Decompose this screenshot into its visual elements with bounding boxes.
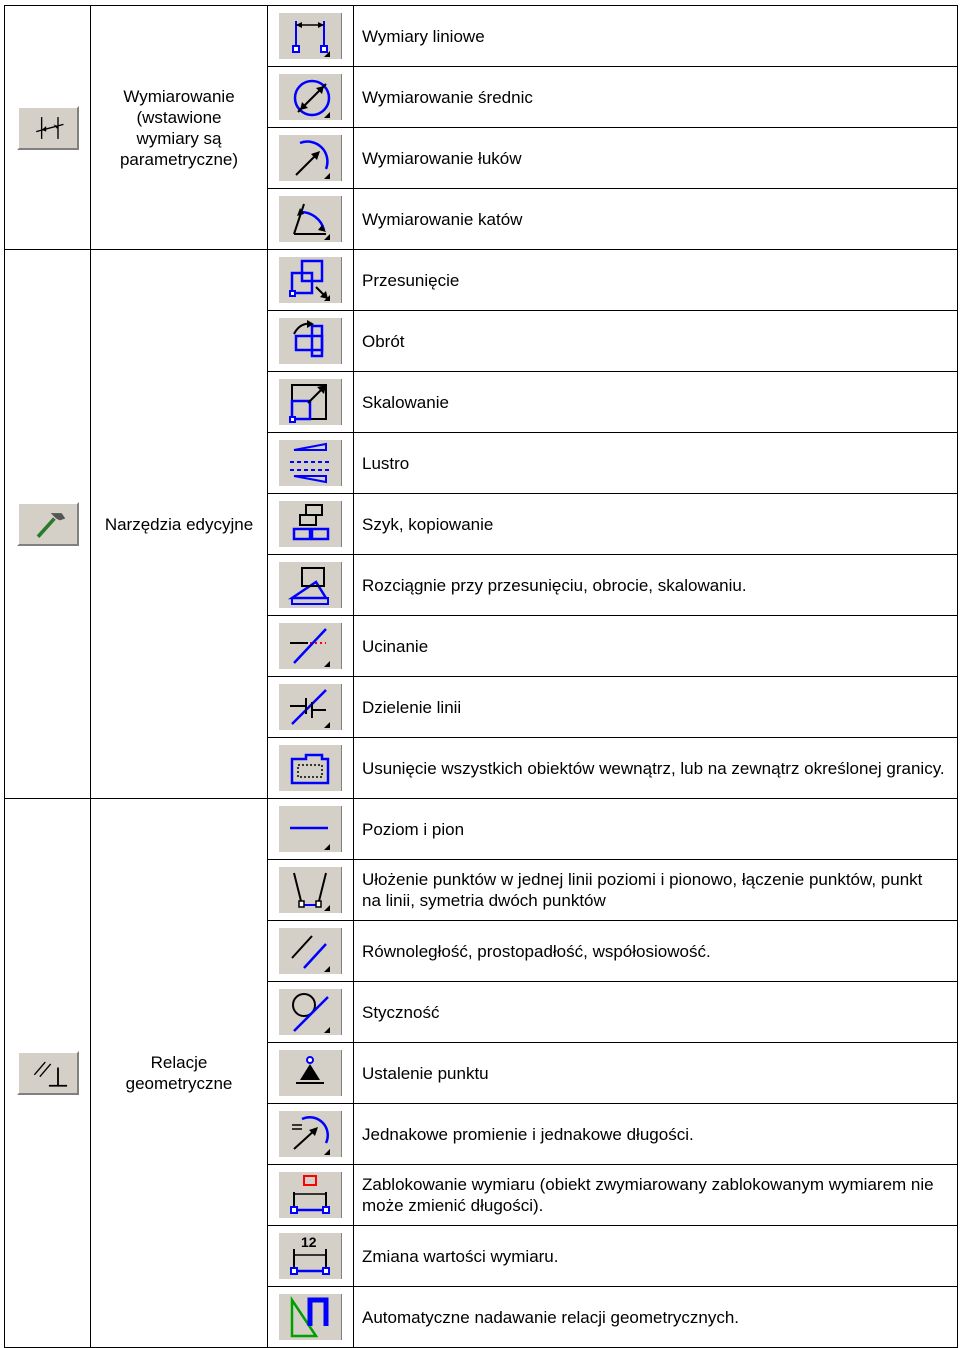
trim-icon[interactable] (278, 623, 342, 669)
category-label-line: (wstawione (136, 107, 222, 127)
lock-dimension-icon[interactable] (278, 1172, 342, 1218)
tool-description: Poziom i pion (354, 799, 958, 860)
category-label-line: geometryczne (125, 1074, 233, 1093)
tool-description: Usunięcie wszystkich obiektów wewnątrz, lub na zewnątrz określonej granicy. (354, 738, 958, 799)
tool-icon-cell (268, 494, 354, 555)
tool-description: Automatyczne nadawanie relacji geometrycznych. (354, 1287, 958, 1348)
tool-description: Obrót (354, 311, 958, 372)
split-line-icon[interactable] (278, 684, 342, 730)
array-copy-icon[interactable] (278, 501, 342, 547)
tool-description: Szyk, kopiowanie (354, 494, 958, 555)
category-icon-cell (5, 250, 91, 799)
tool-icon-cell (268, 982, 354, 1043)
category-label (91, 6, 268, 250)
category-label (91, 799, 268, 1348)
tool-description: Ułożenie punktów w jednej linii poziomi i pionowo, łączenie punktów, punkt na linii, symetria dwóch punktów (354, 860, 958, 921)
tool-icon-cell (268, 799, 354, 860)
auto-relations-icon[interactable] (278, 1294, 342, 1340)
tool-description: Dzielenie linii (354, 677, 958, 738)
tool-description: Skalowanie (354, 372, 958, 433)
geometric-relations-icon[interactable] (17, 1051, 79, 1095)
angle-dimension-icon[interactable] (278, 196, 342, 242)
tool-description: Rozciągnie przy przesunięciu, obrocie, skalowaniu. (354, 555, 958, 616)
tool-icon-cell (268, 1226, 354, 1287)
scale-icon[interactable] (278, 379, 342, 425)
category-label-line: Narzędzia edycyjne (104, 514, 254, 534)
tool-description: Wymiary liniowe (354, 6, 958, 67)
diameter-dimension-icon[interactable] (278, 74, 342, 120)
tool-row (5, 250, 958, 311)
tool-row (5, 6, 958, 67)
tool-icon-cell (268, 555, 354, 616)
tool-description: Wymiarowanie łuków (354, 128, 958, 189)
tool-icon-cell (268, 921, 354, 982)
point-alignment-icon[interactable] (278, 867, 342, 913)
tool-row (5, 799, 958, 860)
equal-radius-length-icon[interactable] (278, 1111, 342, 1157)
tool-icon-cell (268, 1165, 354, 1226)
fix-point-icon[interactable] (278, 1050, 342, 1096)
category-label-line: Wymiarowanie (123, 86, 235, 106)
category-label (91, 250, 268, 799)
move-icon[interactable] (278, 257, 342, 303)
tool-icon-cell (268, 6, 354, 67)
tool-description: Przesunięcie (354, 250, 958, 311)
edit-dimension-value-icon[interactable] (278, 1233, 342, 1279)
tool-icon-cell (268, 860, 354, 921)
category-icon-cell (5, 799, 91, 1348)
parallel-icon[interactable] (278, 928, 342, 974)
tools-table (4, 5, 958, 1348)
dimension-icon[interactable] (17, 106, 79, 150)
tool-icon-cell (268, 616, 354, 677)
tool-description: Ucinanie (354, 616, 958, 677)
mirror-icon[interactable] (278, 440, 342, 486)
tool-icon-cell (268, 677, 354, 738)
tool-description: Wymiarowanie katów (354, 189, 958, 250)
tool-description: Lustro (354, 433, 958, 494)
tool-icon-cell (268, 1043, 354, 1104)
tool-icon-cell (268, 67, 354, 128)
tool-icon-cell (268, 250, 354, 311)
delete-inside-outside-icon[interactable] (278, 745, 342, 791)
tangent-icon[interactable] (278, 989, 342, 1035)
tool-description: Ustalenie punktu (354, 1043, 958, 1104)
tool-description: Wymiarowanie średnic (354, 67, 958, 128)
tool-icon-cell (268, 128, 354, 189)
tool-icon-cell (268, 1287, 354, 1348)
category-label-line: wymiary są (136, 128, 222, 148)
tool-description: Zmiana wartości wymiaru. (354, 1226, 958, 1287)
tool-description: Styczność (354, 982, 958, 1043)
tool-icon-cell (268, 372, 354, 433)
tool-icon-cell (268, 189, 354, 250)
horizontal-vertical-icon[interactable] (278, 806, 342, 852)
tool-icon-cell (268, 433, 354, 494)
linear-dimension-icon[interactable] (278, 13, 342, 59)
tool-icon-cell (268, 1104, 354, 1165)
dimension-value-text: 12 (301, 1234, 317, 1250)
tool-description: Równoległość, prostopadłość, współosiowość. (354, 921, 958, 982)
tool-description: Zablokowanie wymiaru (obiekt zwymiarowany zablokowanym wymiarem nie może zmienić długości). (354, 1165, 958, 1226)
rotate-icon[interactable] (278, 318, 342, 364)
arc-dimension-icon[interactable] (278, 135, 342, 181)
hammer-icon[interactable] (17, 502, 79, 546)
category-label-line: parametryczne) (119, 149, 239, 169)
category-icon-cell (5, 6, 91, 250)
tool-description: Jednakowe promienie i jednakowe długości. (354, 1104, 958, 1165)
tool-icon-cell (268, 311, 354, 372)
category-label-line: Relacje (150, 1053, 208, 1072)
tool-icon-cell (268, 738, 354, 799)
stretch-icon[interactable] (278, 562, 342, 608)
